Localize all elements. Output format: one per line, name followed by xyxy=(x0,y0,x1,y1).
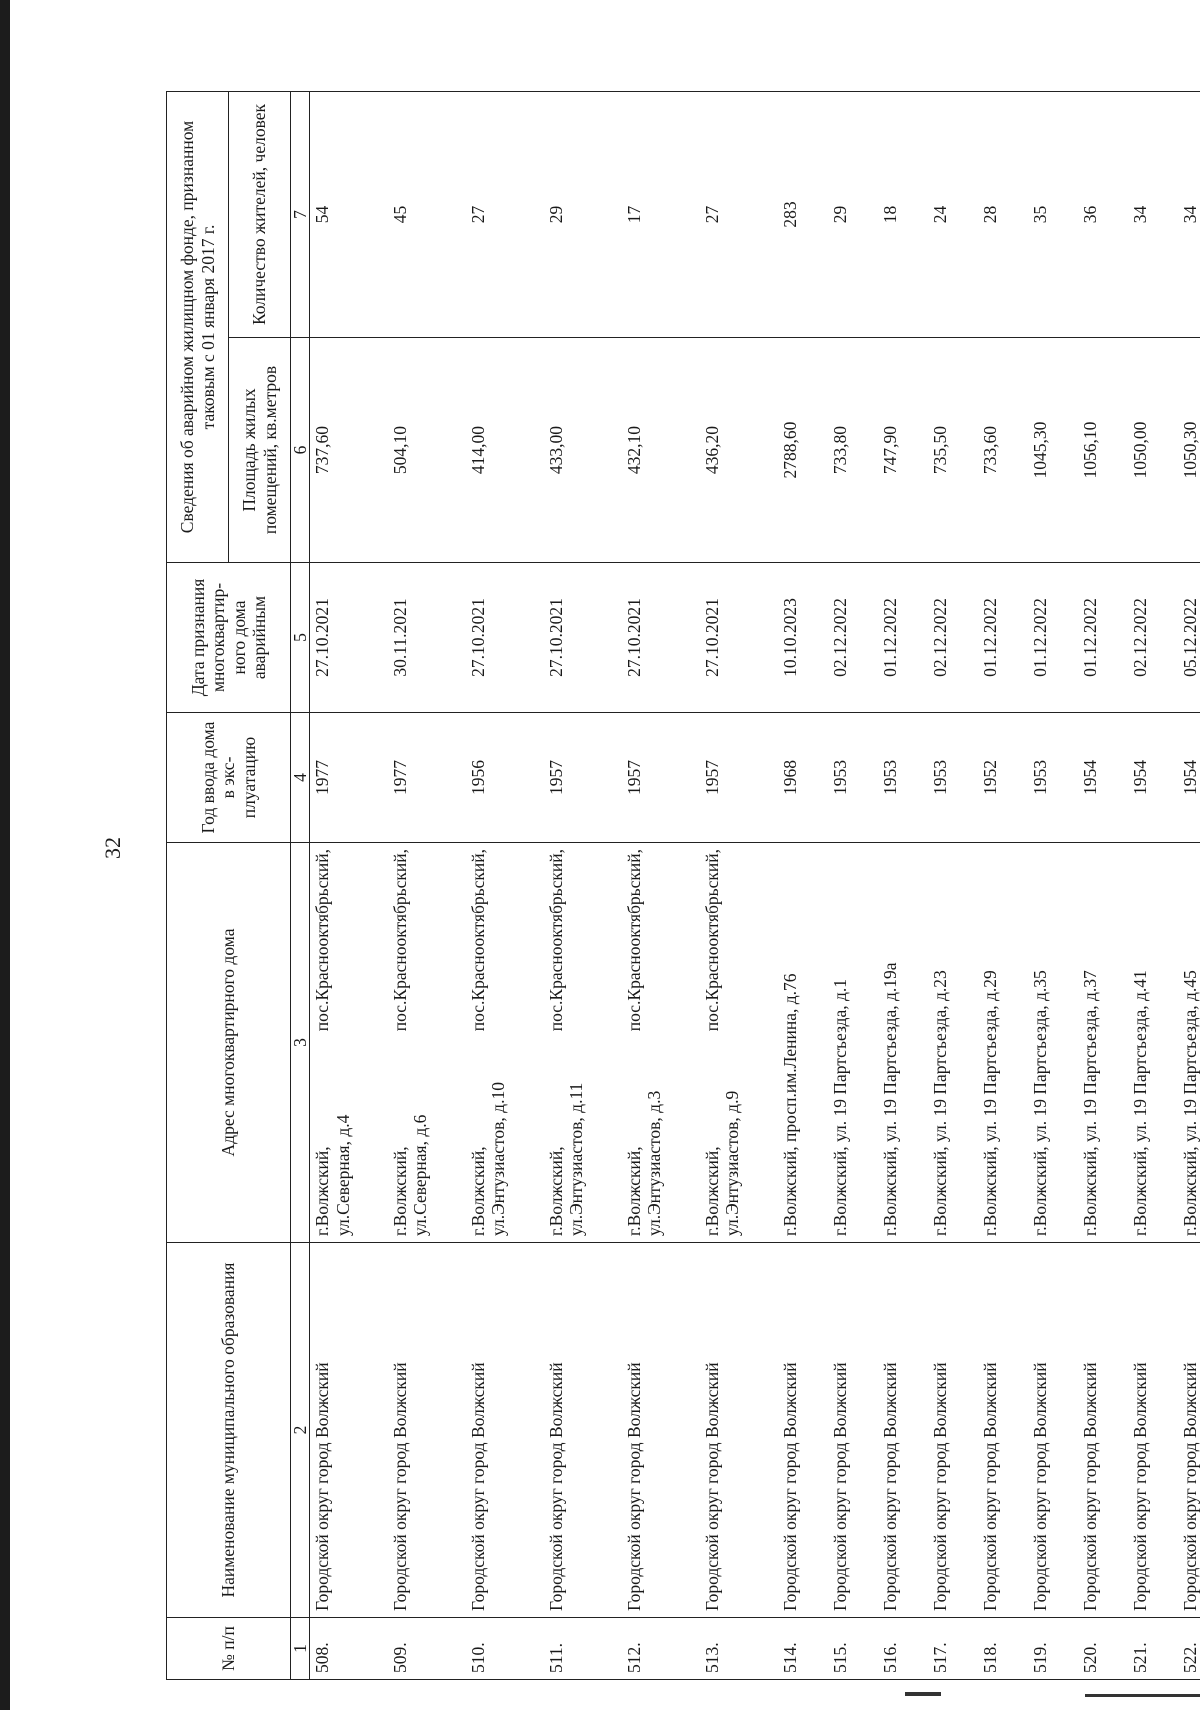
scan-artifact xyxy=(905,1692,941,1696)
address-line: г.Волжский, ул. 19 Партсъезда, д.29 xyxy=(979,970,1000,1236)
address-line xyxy=(624,849,644,1236)
address-cell xyxy=(1078,843,1128,1243)
address-street: ул.Энтузиастов, д.3 xyxy=(644,1090,664,1236)
area-cell: 414,00 xyxy=(466,338,544,563)
address-city: г.Волжский, xyxy=(623,1146,644,1236)
year-cell: 1953 xyxy=(1028,713,1078,843)
table-row xyxy=(622,92,700,1680)
column-number: 1 xyxy=(291,1618,310,1680)
municipality-cell: Городской округ город Волжский xyxy=(1028,1243,1078,1618)
row-number: 510. xyxy=(466,1618,544,1680)
date-cell: 01.12.2022 xyxy=(878,563,928,713)
date-cell: 05.12.2022 xyxy=(1178,563,1200,713)
address-line xyxy=(702,849,722,1236)
year-cell: 1954 xyxy=(1128,713,1178,843)
address-settlement: пос.Краснооктябрьский, xyxy=(312,849,333,1032)
rotated-sheet xyxy=(166,92,1200,1680)
address-cell xyxy=(310,843,388,1243)
table-row xyxy=(388,92,466,1680)
area-cell: 433,00 xyxy=(544,338,622,563)
column-number: 5 xyxy=(291,563,310,713)
row-number: 512. xyxy=(622,1618,700,1680)
year-cell: 1954 xyxy=(1178,713,1200,843)
residents-cell: 54 xyxy=(310,92,388,338)
table-header xyxy=(167,92,310,1680)
address-street: ул.Энтузиастов, д.10 xyxy=(488,1082,508,1236)
address-city: г.Волжский, xyxy=(545,1146,566,1236)
municipality-cell: Городской округ город Волжский xyxy=(388,1243,466,1618)
area-cell: 1045,30 xyxy=(1028,338,1078,563)
date-cell: 27.10.2021 xyxy=(622,563,700,713)
address-line: г.Волжский, просп.им.Ленина, д.76 xyxy=(779,973,800,1236)
row-number: 518. xyxy=(978,1618,1028,1680)
row-number: 508. xyxy=(310,1618,388,1680)
municipality-cell: Городской округ город Волжский xyxy=(1178,1243,1200,1618)
address-cell xyxy=(778,843,828,1243)
date-cell: 27.10.2021 xyxy=(310,563,388,713)
row-number: 511. xyxy=(544,1618,622,1680)
header-date: Дата признания многоквартир-ного дома аварийным xyxy=(167,563,291,713)
column-number: 6 xyxy=(291,338,310,563)
address-cell xyxy=(622,843,700,1243)
municipality-cell: Городской округ город Волжский xyxy=(828,1243,878,1618)
column-number: 4 xyxy=(291,713,310,843)
residents-cell: 29 xyxy=(544,92,622,338)
address-street: ул.Северная, д.4 xyxy=(332,1114,353,1236)
date-cell: 30.11.2021 xyxy=(388,563,466,713)
area-cell: 737,60 xyxy=(310,338,388,563)
row-number: 514. xyxy=(778,1618,828,1680)
residents-cell: 17 xyxy=(622,92,700,338)
year-cell: 1957 xyxy=(700,713,778,843)
residents-cell: 35 xyxy=(1028,92,1078,338)
municipality-cell: Городской округ город Волжский xyxy=(700,1243,778,1618)
header-area: Площадь жилых помещений, кв.метров xyxy=(229,338,291,563)
address-cell xyxy=(878,843,928,1243)
municipality-cell: Городской округ город Волжский xyxy=(878,1243,928,1618)
residents-cell: 29 xyxy=(828,92,878,338)
address-line xyxy=(546,849,566,1236)
table-row xyxy=(310,92,388,1680)
scan-artifact xyxy=(1085,1694,1200,1697)
address-line: г.Волжский, ул. 19 Партсъезда, д.35 xyxy=(1029,970,1050,1236)
area-cell: 1050,30 xyxy=(1178,338,1200,563)
municipality-cell: Городской округ город Волжский xyxy=(466,1243,544,1618)
year-cell: 1953 xyxy=(928,713,978,843)
address-cell xyxy=(388,843,466,1243)
address-settlement: пос.Краснооктябрьский, xyxy=(467,849,488,1032)
address-settlement: пос.Краснооктябрьский, xyxy=(701,849,722,1032)
row-number: 509. xyxy=(388,1618,466,1680)
municipality-cell: Городской округ город Волжский xyxy=(928,1243,978,1618)
year-cell: 1968 xyxy=(778,713,828,843)
table-row xyxy=(544,92,622,1680)
residents-cell: 34 xyxy=(1178,92,1200,338)
column-number: 7 xyxy=(291,92,310,338)
date-cell: 02.12.2022 xyxy=(928,563,978,713)
area-cell: 2788,60 xyxy=(778,338,828,563)
table-row xyxy=(778,92,828,1680)
header-address: Адрес многоквартирного дома xyxy=(167,843,291,1243)
row-number: 516. xyxy=(878,1618,928,1680)
area-cell: 747,90 xyxy=(878,338,928,563)
row-number: 513. xyxy=(700,1618,778,1680)
address-city: г.Волжский, xyxy=(312,1146,333,1236)
area-cell: 733,80 xyxy=(828,338,878,563)
residents-cell: 34 xyxy=(1128,92,1178,338)
address-city: г.Волжский, xyxy=(389,1146,410,1236)
table-row xyxy=(466,92,544,1680)
date-cell: 02.12.2022 xyxy=(1128,563,1178,713)
column-number-row xyxy=(291,92,310,1680)
header-num: № п/п xyxy=(167,1618,291,1680)
address-line xyxy=(468,849,488,1236)
area-cell: 504,10 xyxy=(388,338,466,563)
year-cell: 1957 xyxy=(544,713,622,843)
address-city: г.Волжский, xyxy=(701,1146,722,1236)
emergency-housing-table xyxy=(166,91,1200,1680)
residents-cell: 24 xyxy=(928,92,978,338)
table-row xyxy=(878,92,928,1680)
municipality-cell: Городской округ город Волжский xyxy=(778,1243,828,1618)
address-line: г.Волжский, ул. 19 Партсъезда, д.23 xyxy=(929,970,950,1236)
address-street: ул.Энтузиастов, д.11 xyxy=(566,1082,586,1236)
date-cell: 02.12.2022 xyxy=(828,563,878,713)
municipality-cell: Городской округ город Волжский xyxy=(1128,1243,1178,1618)
address-settlement: пос.Краснооктябрьский, xyxy=(545,849,566,1032)
municipality-cell: Городской округ город Волжский xyxy=(310,1243,388,1618)
year-cell: 1952 xyxy=(978,713,1028,843)
table-row xyxy=(978,92,1028,1680)
row-number: 520. xyxy=(1078,1618,1128,1680)
row-number: 517. xyxy=(928,1618,978,1680)
address-line: г.Волжский, ул. 19 Партсъезда, д.1 xyxy=(829,979,850,1236)
residents-cell: 18 xyxy=(878,92,928,338)
municipality-cell: Городской округ город Волжский xyxy=(544,1243,622,1618)
residents-cell: 28 xyxy=(978,92,1028,338)
table-row xyxy=(1028,92,1078,1680)
date-cell: 10.10.2023 xyxy=(778,563,828,713)
area-cell: 1056,10 xyxy=(1078,338,1128,563)
table-body xyxy=(310,92,1200,1680)
row-number: 521. xyxy=(1128,1618,1178,1680)
residents-cell: 27 xyxy=(700,92,778,338)
address-cell xyxy=(544,843,622,1243)
address-line: г.Волжский, ул. 19 Партсъезда, д.19а xyxy=(879,962,900,1236)
header-fund-group: Сведения об аварийном жилищном фонде, признанном таковым с 01 января 2017 г. xyxy=(167,92,229,563)
address-line: г.Волжский, ул. 19 Партсъезда, д.45 xyxy=(1179,970,1200,1236)
municipality-cell: Городской округ город Волжский xyxy=(622,1243,700,1618)
year-cell: 1953 xyxy=(878,713,928,843)
residents-cell: 45 xyxy=(388,92,466,338)
column-number: 3 xyxy=(291,843,310,1243)
date-cell: 27.10.2021 xyxy=(466,563,544,713)
area-cell: 1050,00 xyxy=(1128,338,1178,563)
area-cell: 432,10 xyxy=(622,338,700,563)
year-cell: 1957 xyxy=(622,713,700,843)
address-cell xyxy=(928,843,978,1243)
page-number: 32 xyxy=(100,837,125,859)
column-number: 2 xyxy=(291,1243,310,1618)
address-cell xyxy=(700,843,778,1243)
header-residents: Количество жителей, человек xyxy=(229,92,291,338)
header-year: Год ввода дома в экс-плуатацию xyxy=(167,713,291,843)
address-settlement: пос.Краснооктябрьский, xyxy=(623,849,644,1032)
municipality-cell: Городской округ город Волжский xyxy=(978,1243,1028,1618)
residents-cell: 283 xyxy=(778,92,828,338)
address-line: г.Волжский, ул. 19 Партсъезда, д.41 xyxy=(1129,970,1150,1236)
table-row xyxy=(1178,92,1200,1680)
address-street: ул.Энтузиастов, д.9 xyxy=(722,1090,742,1236)
year-cell: 1956 xyxy=(466,713,544,843)
residents-cell: 27 xyxy=(466,92,544,338)
date-cell: 27.10.2021 xyxy=(544,563,622,713)
address-cell xyxy=(1128,843,1178,1243)
address-city: г.Волжский, xyxy=(467,1146,488,1236)
year-cell: 1953 xyxy=(828,713,878,843)
address-line: г.Волжский, ул. 19 Партсъезда, д.37 xyxy=(1079,970,1100,1236)
address-cell xyxy=(466,843,544,1243)
date-cell: 01.12.2022 xyxy=(1028,563,1078,713)
table-row xyxy=(828,92,878,1680)
year-cell: 1954 xyxy=(1078,713,1128,843)
address-street: ул.Северная, д.6 xyxy=(410,1114,430,1236)
area-cell: 735,50 xyxy=(928,338,978,563)
date-cell: 01.12.2022 xyxy=(1078,563,1128,713)
table-row xyxy=(928,92,978,1680)
address-settlement: пос.Краснооктябрьский, xyxy=(389,849,410,1032)
header-municipality: Наименование муниципального образования xyxy=(167,1243,291,1618)
table-row xyxy=(1128,92,1178,1680)
address-cell xyxy=(978,843,1028,1243)
date-cell: 01.12.2022 xyxy=(978,563,1028,713)
row-number: 522. xyxy=(1178,1618,1200,1680)
row-number: 515. xyxy=(828,1618,878,1680)
year-cell: 1977 xyxy=(388,713,466,843)
date-cell: 27.10.2021 xyxy=(700,563,778,713)
area-cell: 733,60 xyxy=(978,338,1028,563)
address-cell xyxy=(1178,843,1200,1243)
row-number: 519. xyxy=(1028,1618,1078,1680)
address-line xyxy=(312,849,332,1236)
table-row xyxy=(700,92,778,1680)
scan-left-edge xyxy=(0,0,10,1710)
table-row xyxy=(1078,92,1128,1680)
residents-cell: 36 xyxy=(1078,92,1128,338)
address-cell xyxy=(1028,843,1078,1243)
year-cell: 1977 xyxy=(310,713,388,843)
municipality-cell: Городской округ город Волжский xyxy=(1078,1243,1128,1618)
address-line xyxy=(390,849,410,1236)
address-cell xyxy=(828,843,878,1243)
area-cell: 436,20 xyxy=(700,338,778,563)
